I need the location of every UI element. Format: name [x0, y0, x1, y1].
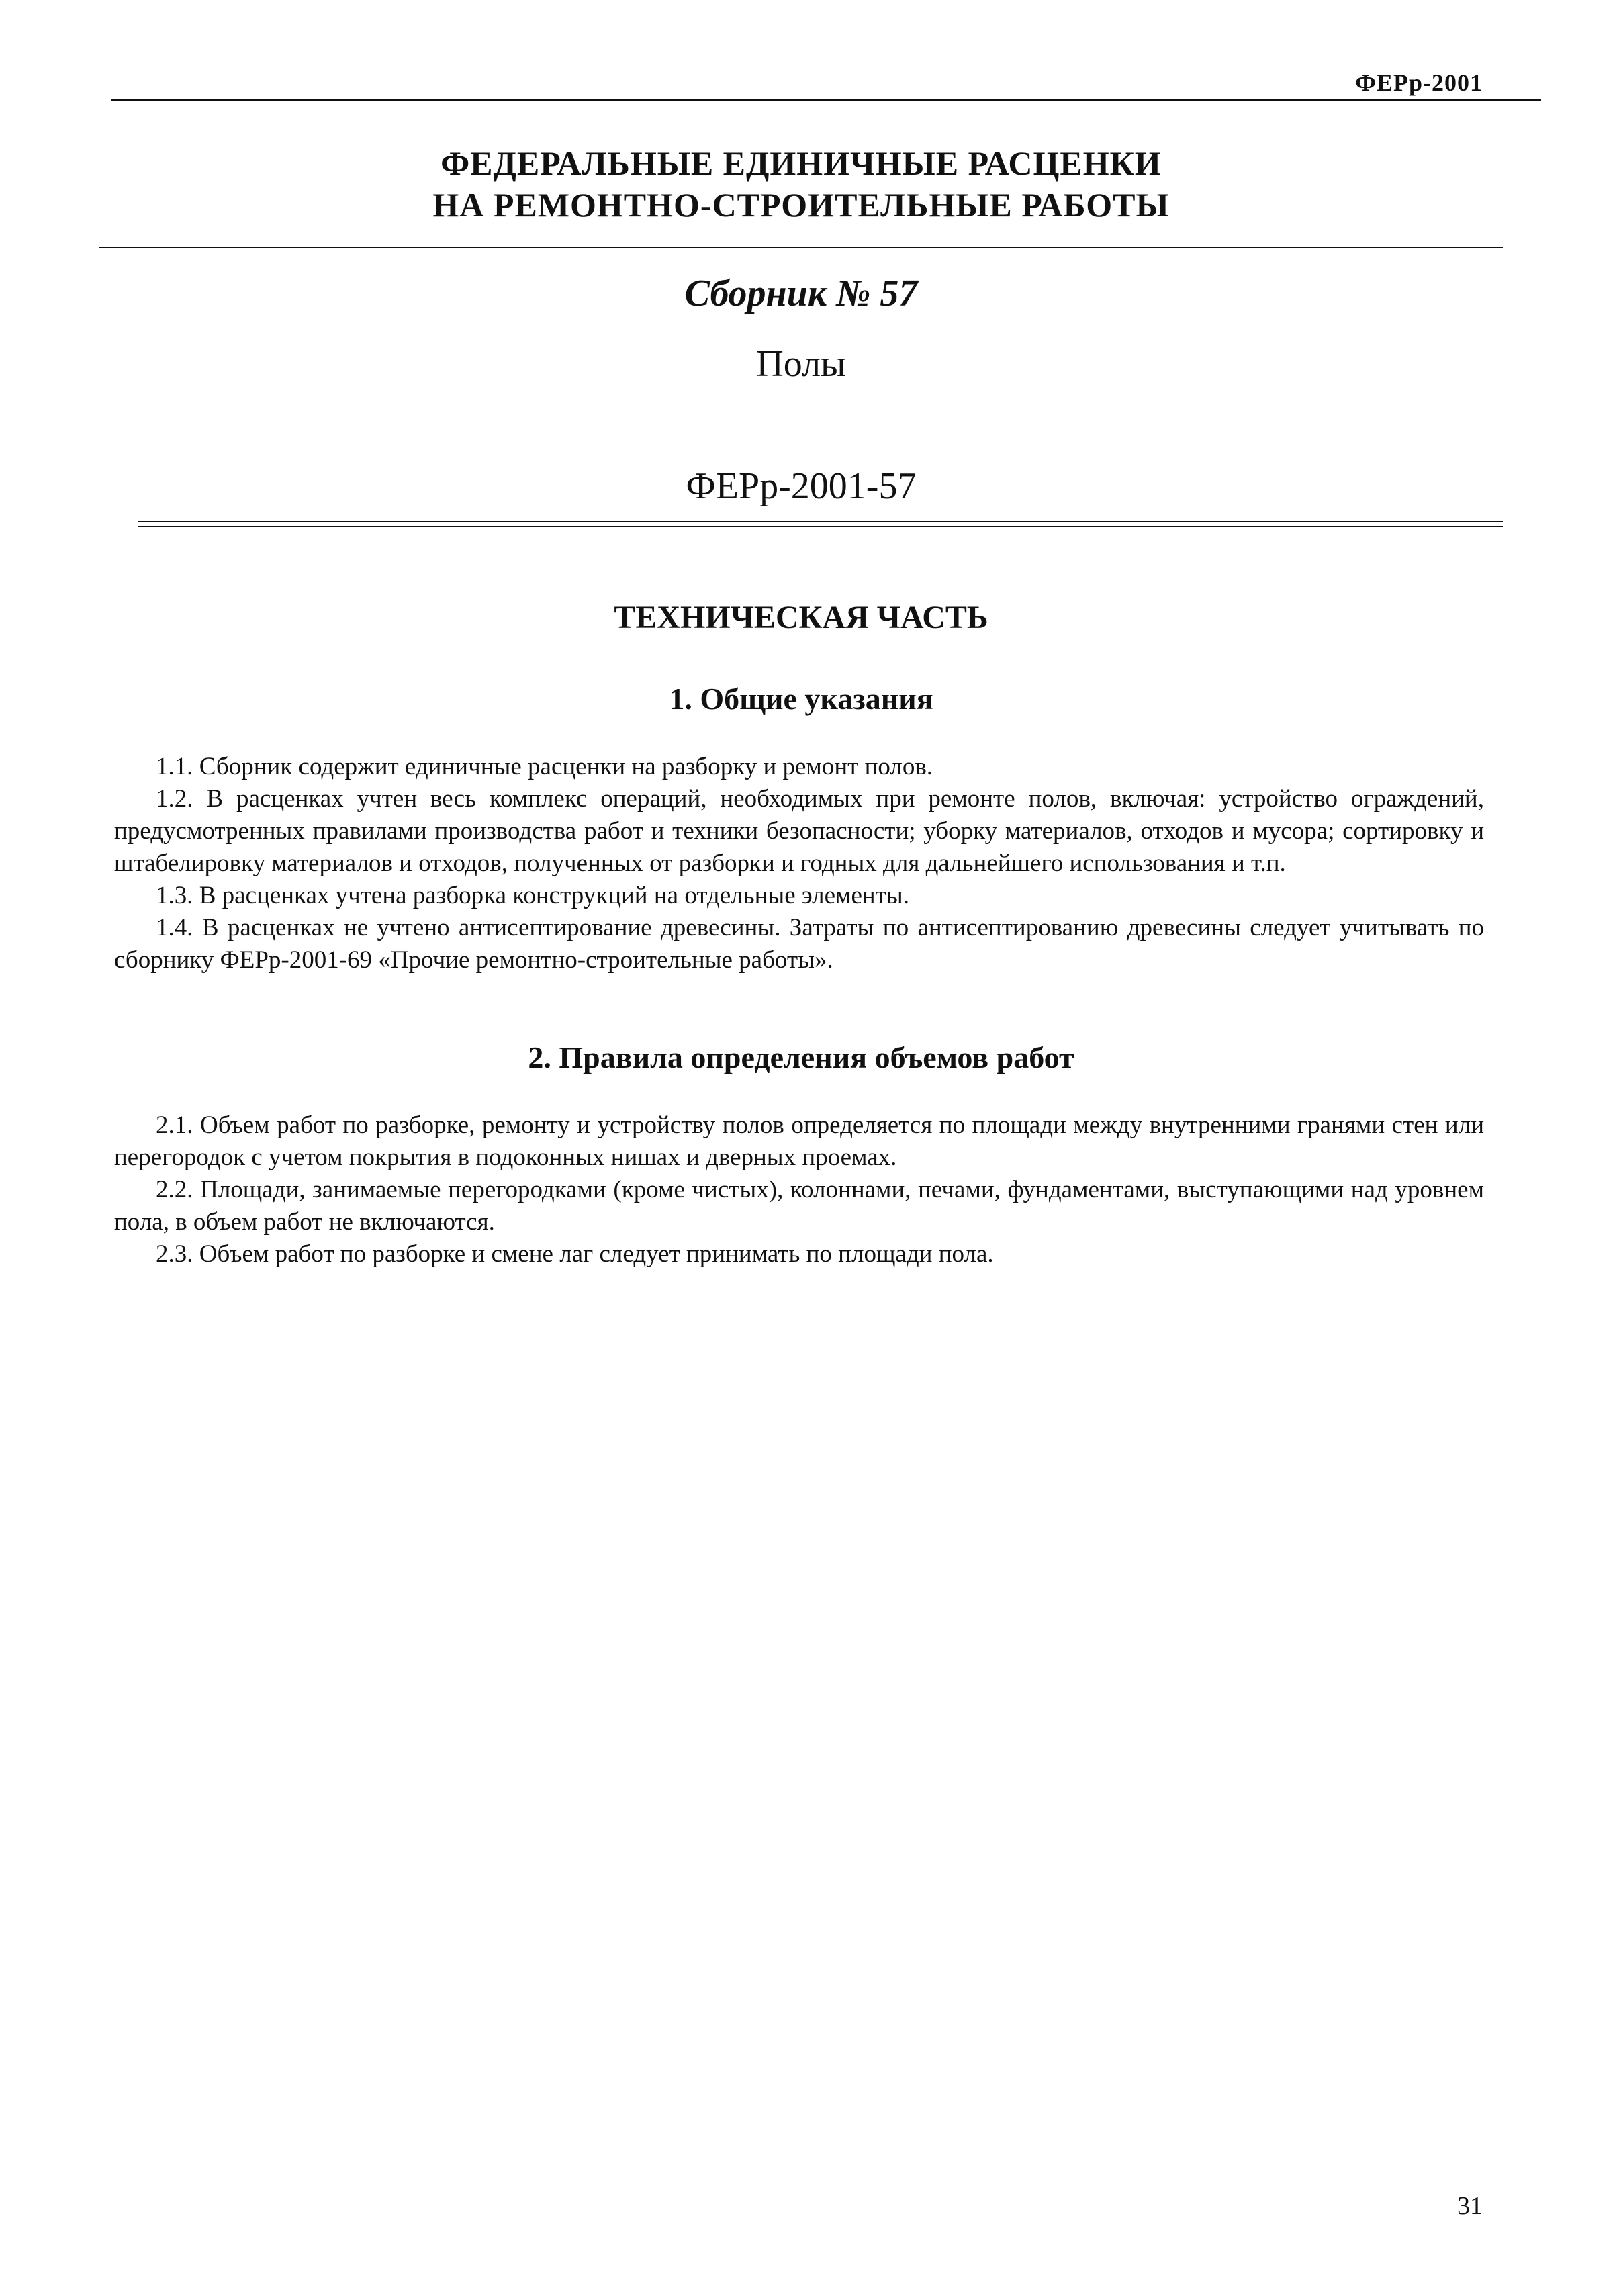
double-rule-upper — [138, 521, 1503, 522]
document-title-line-2: НА РЕМОНТНО-СТРОИТЕЛЬНЫЕ РАБОТЫ — [432, 186, 1170, 224]
running-header-code: ФЕРр-2001 — [1355, 69, 1483, 96]
paragraph-2-2: 2.2. Площади, занимаемые перегородками (кроме чистых), колоннами, печами, фундаментами, выступающими над уровнем пола, в объем работ не включаются. — [114, 1176, 1484, 1236]
technical-part-heading: ТЕХНИЧЕСКАЯ ЧАСТЬ — [614, 600, 988, 635]
collection-code: ФЕРр-2001-57 — [686, 465, 917, 507]
title-rule — [99, 247, 1503, 248]
header-rule — [111, 99, 1541, 101]
paragraph-2-3: 2.3. Объем работ по разборке и смене лаг следует принимать по площади пола. — [156, 1240, 994, 1268]
paragraph-1-3: 1.3. В расценках учтена разборка конструкций на отдельные элементы. — [156, 882, 909, 909]
paragraph-1-2: 1.2. В расценках учтен весь комплекс операций, необходимых при ремонте полов, включая: устройство ограждений, предусмотренных правилами производства работ и техники безопасности; уборку материалов, отходов и мусора; сортировку и штабелировку материалов и отходов, полученных от разборки и годных для дальнейшего использования и т.п. — [114, 785, 1484, 877]
collection-name: Сборник № 57 — [684, 273, 918, 314]
paragraph-1-4: 1.4. В расценках не учтено антисептирование древесины. Затраты по антисептированию древесины следует учитывать по сборнику ФЕРр-2001-69 «Прочие ремонтно-строительные работы». — [114, 914, 1484, 974]
section-2-body — [114, 1109, 1484, 1271]
paragraph-1-1: 1.1. Сборник содержит единичные расценки на разборку и ремонт полов. — [156, 753, 933, 780]
document-title-line-1: ФЕДЕРАЛЬНЫЕ ЕДИНИЧНЫЕ РАСЦЕНКИ — [441, 144, 1162, 182]
section-1-heading: 1. Общие указания — [669, 682, 933, 716]
document-title — [99, 142, 1503, 226]
paragraph-2-1: 2.1. Объем работ по разборке, ремонту и устройству полов определяется по площади между внутренними гранями стен или перегородок с учетом покрытия в подоконных нишах и дверных проемах. — [114, 1111, 1484, 1171]
double-rule-lower — [138, 526, 1503, 527]
page-number: 31 — [1457, 2192, 1483, 2220]
section-2-heading: 2. Правила определения объемов работ — [528, 1040, 1074, 1074]
section-1-body — [114, 751, 1484, 976]
collection-subject: Полы — [756, 343, 846, 385]
